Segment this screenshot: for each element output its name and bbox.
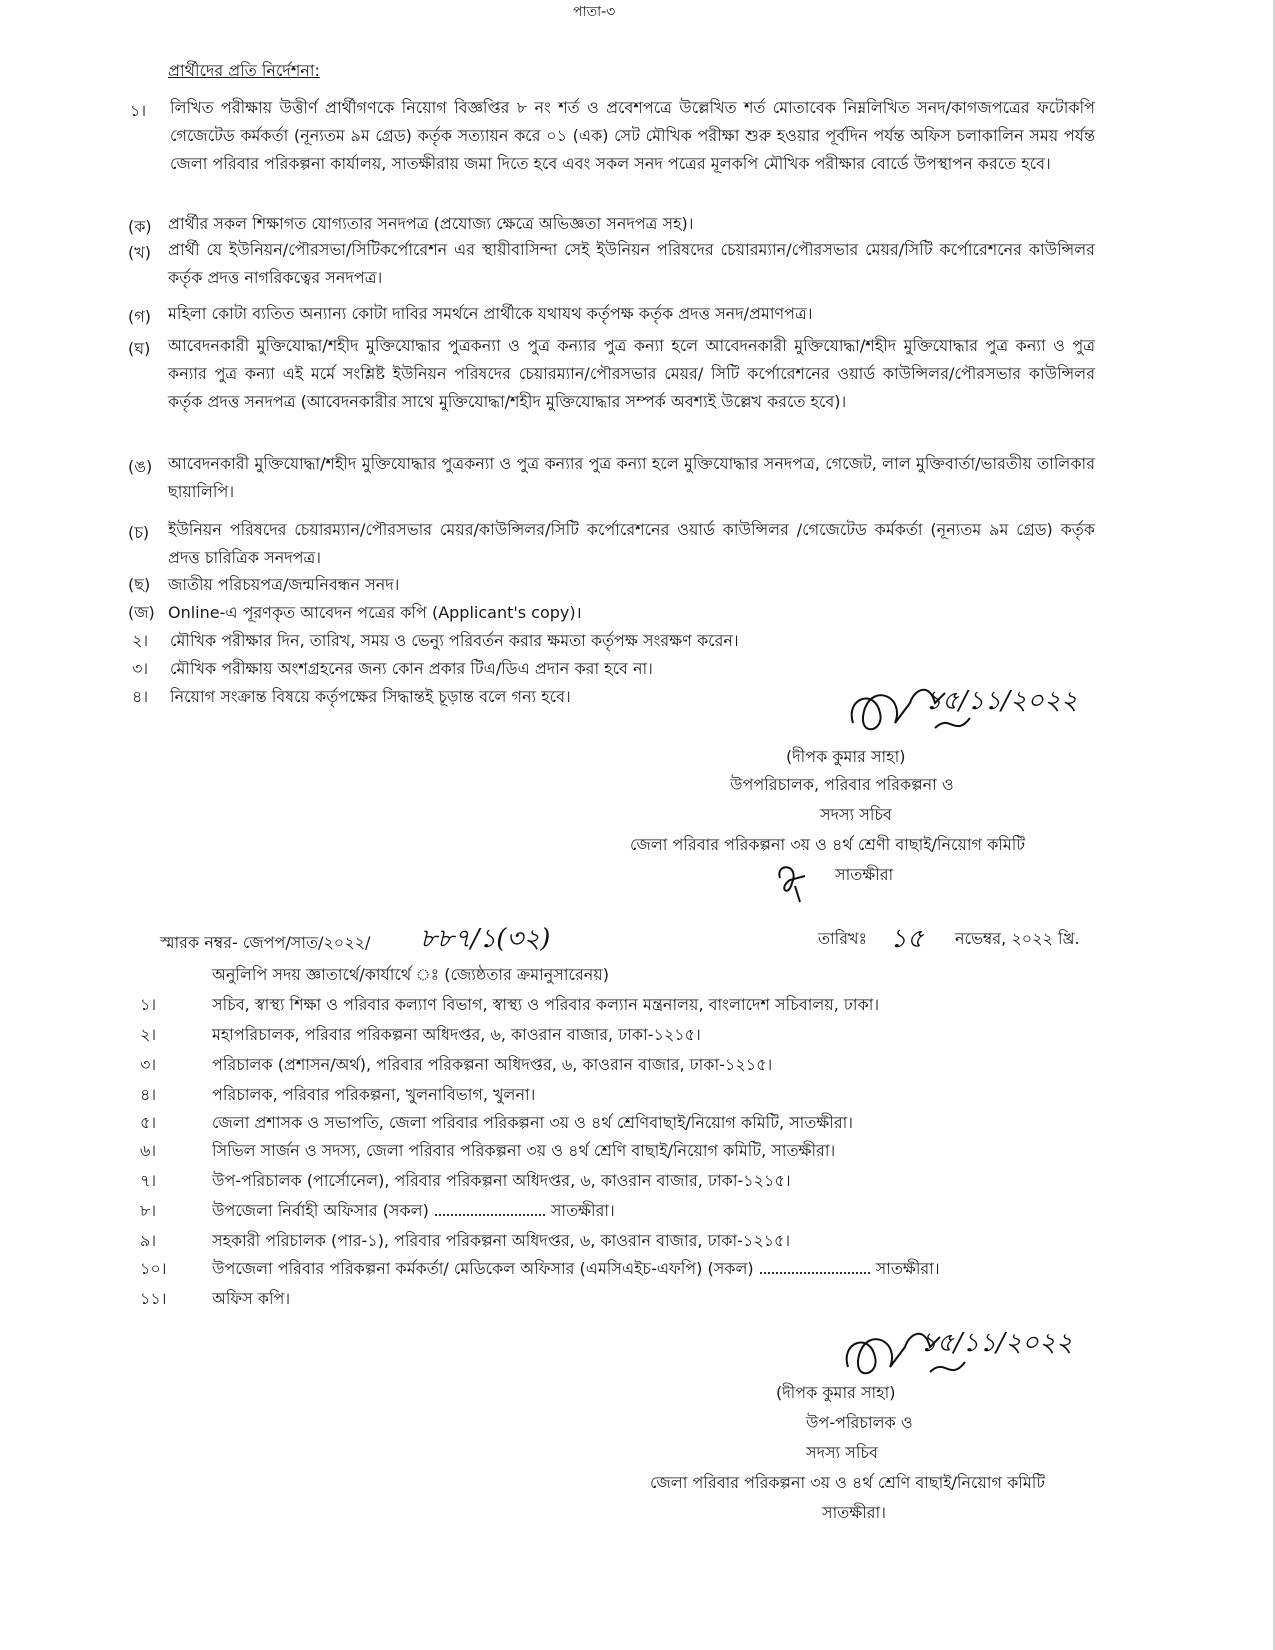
signatory-1-location: সাতক্ষীরা — [835, 865, 894, 884]
copy-text-suffix: সাতক্ষীরা। — [550, 1201, 615, 1220]
copy-number: ১। — [140, 995, 157, 1014]
sub-item-label: (জ) — [128, 603, 155, 622]
copy-number: ৬। — [140, 1141, 157, 1160]
copy-heading: অনুলিপি সদয় জ্ঞাতার্থে/কার্যার্থে ঃ (জ্যেষ্ঠতার ক্রমানুসারেনয়) — [212, 965, 609, 984]
item-number: ২। — [132, 631, 149, 650]
signatory-1-name: (দীপক কুমার সাহা) — [786, 747, 906, 766]
signatory-2-role: সদস্য সচিব — [806, 1443, 878, 1462]
signatory-1-title: উপপরিচালক, পরিবার পরিকল্পনা ও — [730, 775, 954, 794]
signatory-1-committee: জেলা পরিবার পরিকল্পনা ৩য় ও ৪র্থ শ্রেণী বাছাই/নিয়োগ কমিটি — [630, 835, 1026, 854]
signature-2-date: ১৫/১১/২০২২ — [920, 1328, 1073, 1358]
sub-item-text: প্রার্থী যে ইউনিয়ন/পৌরসভা/সিটিকর্পোরেশন এর স্থায়ীবাসিন্দা সেই ইউনিয়ন পরিষদের চেয়ারম্যান/পৌরসভার মেয়র/সিটি কর্পোরেশনের কাউন্সিলর কর্তৃক প্রদত্ত নাগরিকত্বের সনদপত্র। — [168, 240, 1095, 287]
memo-date-day: ১৫ — [890, 924, 924, 954]
signatory-2-committee: জেলা পরিবার পরিকল্পনা ৩য় ও ৪র্থ শ্রেণি বাছাই/নিয়োগ কমিটি — [650, 1473, 1046, 1492]
item-1-text: লিখিত পরীক্ষায় উত্তীর্ণ প্রার্থীগণকে নিয়োগ বিজ্ঞপ্তির ৮ নং শর্ত ও প্রবেশপত্রে উল্লেখিত শর্ত মোতাবেক নিম্নলিখিত সনদ/কাগজপত্রের ফটোকপি গেজেটেড কর্মকর্তা (নূন্যতম ৯ম গ্রেড) কর্তৃক সত্যায়ন করে ০১ (এক) সেট মৌখিক পরীক্ষা শুরু হওয়ার পূর্বদিন পর্যন্ত অফিস চলাকালিন সময় পর্যন্ত জেলা পরিবার পরিকল্পনা কার্যালয়, সাতক্ষীরায় জমা দিতে হবে এবং সকল সনদ পত্রের মূলকপি মৌখিক পরীক্ষার বোর্ডে উপস্থাপন করতে হবে। — [170, 98, 1095, 173]
copy-text: পরিচালক, পরিবার পরিকল্পনা, খুলনাবিভাগ, খুলনা। — [212, 1085, 536, 1104]
sub-item-text: আবেদনকারী মুক্তিযোদ্ধা/শহীদ মুক্তিযোদ্ধার পুত্রকন্যা ও পুত্র কন্যার পুত্র কন্যা হলে মুক্তিযোদ্ধার সনদপত্র, গেজেট, লাল মুক্তিবার্তা/ভারতীয় তালিকার ছায়ালিপি। — [168, 454, 1095, 501]
sub-item-label: (ঘ) — [128, 339, 151, 358]
item-text: মৌখিক পরীক্ষার দিন, তারিখ, সময় ও ভেন্যু পরিবর্তন করার ক্ষমতা কর্তৃপক্ষ সংরক্ষণ করেন। — [170, 631, 739, 650]
item-text: নিয়োগ সংক্রান্ত বিষয়ে কর্তৃপক্ষের সিদ্ধান্তই চূড়ান্ত বলে গন্য হবে। — [170, 687, 571, 706]
copy-line — [212, 1258, 940, 1280]
copy-text: উপজেলা নির্বাহী অফিসার (সকল) — [212, 1201, 429, 1220]
copy-text: পরিচালক (প্রশাসন/অর্থ), পরিবার পরিকল্পনা অধিদপ্তর, ৬, কাওরান বাজার, ঢাকা-১২১৫। — [212, 1055, 773, 1074]
copy-number: ৯। — [140, 1231, 157, 1250]
signatory-2-title: উপ-পরিচালক ও — [806, 1413, 913, 1432]
sub-item-label: (গ) — [128, 307, 151, 326]
item-text: মৌখিক পরীক্ষায় অংশগ্রহনের জন্য কোন প্রকার টিএ/ডিএ প্রদান করা হবে না। — [170, 659, 653, 678]
copy-number: ১১। — [140, 1289, 167, 1308]
copy-text: উপজেলা পরিবার পরিকল্পনা কর্মকর্তা/ মেডিকেল অফিসার (এমসিএইচ-এফপি) (সকল) — [212, 1259, 754, 1278]
signatory-2-name: (দীপক কুমার সাহা) — [776, 1383, 896, 1402]
sub-item-label: (ছ) — [128, 575, 151, 594]
copy-text-suffix: সাতক্ষীরা। — [875, 1259, 940, 1278]
copy-text: সচিব, স্বাস্থ্য শিক্ষা ও পরিবার কল্যাণ বিভাগ, স্বাস্থ্য ও পরিবার কল্যান মন্ত্রনালয়, বাংলাদেশ সচিবালয়, ঢাকা। — [212, 995, 880, 1014]
sub-item-label: (ঙ) — [128, 457, 153, 476]
signature-1-date: ১৫/১১/২০২২ — [925, 686, 1078, 716]
item-1-number: ১। — [130, 101, 147, 120]
copy-text: জেলা প্রশাসক ও সভাপতি, জেলা পরিবার পরিকল্পনা ৩য় ও ৪র্থ শ্রেণিবাছাই/নিয়োগ কমিটি, সাতক্ষীরা। — [212, 1113, 854, 1132]
sub-item-text: মহিলা কোটা ব্যতিত অন্যান্য কোটা দাবির সমর্থনে প্রার্থীকে যথাযথ কর্তৃপক্ষ কর্তৃক প্রদত্ত সনদ/প্রমাণপত্র। — [168, 304, 813, 323]
signatory-1-role: সদস্য সচিব — [820, 805, 892, 824]
copy-number: ২। — [140, 1025, 157, 1044]
sub-item-text: Online-এ পূরণকৃত আবেদন পত্রের কপি (Applicant's copy)। — [168, 603, 582, 622]
memo-date-rest: নভেম্বর, ২০২২ খ্রি. — [955, 929, 1080, 948]
sub-item-text: জাতীয় পরিচয়পত্র/জন্মনিবন্ধন সনদ। — [168, 575, 400, 594]
copy-number: ৩। — [140, 1055, 157, 1074]
copy-text: সিভিল সার্জন ও সদস্য, জেলা পরিবার পরিকল্পনা ৩য় ও ৪র্থ শ্রেণি বাছাই/নিয়োগ কমিটি, সাতক্ষীরা। — [212, 1141, 836, 1160]
sub-item-text: প্রার্থীর সকল শিক্ষাগত যোগ্যতার সনদপত্র (প্রযোজ্য ক্ষেত্রে অভিজ্ঞতা সনদপত্র সহ)। — [168, 214, 694, 233]
signatory-2-location: সাতক্ষীরা। — [822, 1503, 886, 1522]
dotted-leader — [435, 1200, 545, 1216]
page-number: পাতা-৩ — [573, 4, 616, 20]
copy-number: ৮। — [140, 1201, 157, 1220]
memo-number-handwritten: ৮৮৭/১(৩২) — [420, 924, 551, 954]
sub-item-label: (ক) — [128, 217, 152, 236]
sub-item-text: ইউনিয়ন পরিষদের চেয়ারম্যান/পৌরসভার মেয়র/কাউন্সিলর/সিটি কর্পোরেশনের ওয়ার্ড কাউন্সিলর /গেজেটেড কর্মকর্তা (নূন্যতম ৯ম গ্রেড) কর্তৃক প্রদত্ত চারিত্রিক সনদপত্র। — [168, 520, 1095, 567]
memo-date-label: তারিখঃ — [818, 929, 868, 948]
dotted-leader — [760, 1258, 870, 1274]
copy-number: ১০। — [140, 1259, 167, 1278]
copy-text: অফিস কপি। — [212, 1289, 291, 1308]
copy-text: সহকারী পরিচালক (পার-১), পরিবার পরিকল্পনা অধিদপ্তর, ৬, কাওরান বাজার, ঢাকা-১২১৫। — [212, 1231, 791, 1250]
instructions-heading: প্রার্থীদের প্রতি নির্দেশনা: — [168, 61, 320, 80]
initial-mark — [770, 858, 820, 906]
copy-text: মহাপরিচালক, পরিবার পরিকল্পনা অধিদপ্তর, ৬, কাওরান বাজার, ঢাকা-১২১৫। — [212, 1025, 701, 1044]
copy-text: উপ-পরিচালক (পার্সোনেল), পরিবার পরিকল্পনা অধিদপ্তর, ৬, কাওরান বাজার, ঢাকা-১২১৫। — [212, 1171, 791, 1190]
item-number: ৪। — [132, 687, 149, 706]
copy-line — [212, 1200, 615, 1222]
copy-number: ৪। — [140, 1085, 157, 1104]
memo-number-label: স্মারক নম্বর- জেপপ/সাত/২০২২/ — [160, 933, 371, 952]
sub-item-label: (খ) — [128, 243, 151, 262]
sub-item-text: আবেদনকারী মুক্তিযোদ্ধা/শহীদ মুক্তিযোদ্ধার পুত্রকন্যা ও পুত্র কন্যার পুত্র কন্যা হলে আবেদনকারী মুক্তিযোদ্ধা/শহীদ মুক্তিযোদ্ধার পুত্র কন্যা ও পুত্র কন্যার পুত্র কন্যা এই মর্মে সংশ্লিষ্ট ইউনিয়ন পরিষদের চেয়ারম্যান/পৌরসভার মেয়র/ সিটি কর্পোরেশনের ওয়ার্ড কাউন্সিলর/পৌরসভার কাউন্সিলর কর্তৃক প্রদত্ত সনদপত্র (আবেদনকারীর সাথে মুক্তিযোদ্ধা/শহীদ মুক্তিযোদ্ধার সম্পর্ক অবশ্যই উল্লেখ করতে হবে)। — [168, 336, 1095, 411]
sub-item-label: (চ) — [128, 523, 150, 542]
copy-number: ৫। — [140, 1113, 157, 1132]
copy-number: ৭। — [140, 1171, 157, 1190]
item-number: ৩। — [132, 659, 149, 678]
